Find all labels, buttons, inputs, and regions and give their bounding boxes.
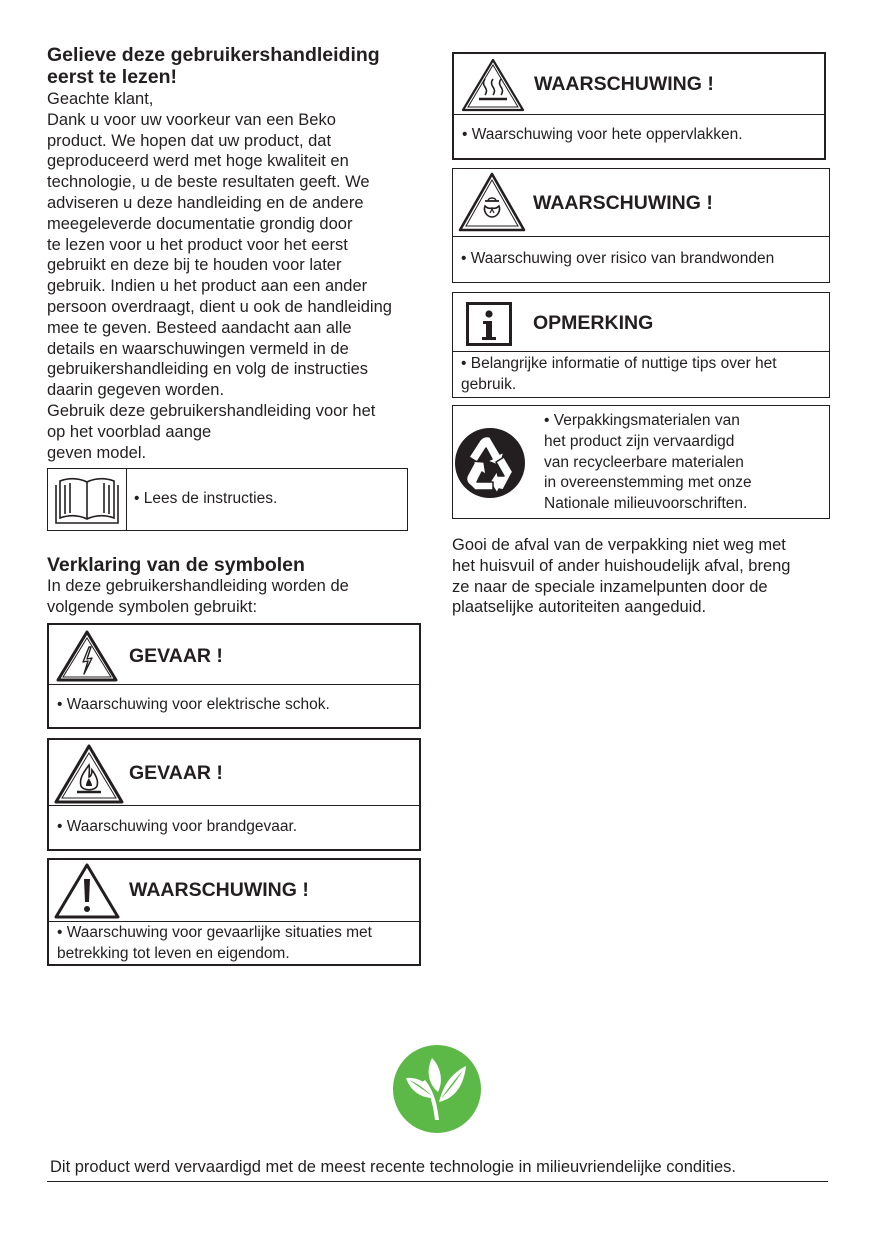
intro-title: Gelieve deze gebruikershandleiding eerst te lezen! xyxy=(47,44,380,88)
burn-risk-icon xyxy=(457,171,527,233)
symbols-title: Verklaring van de symbolen xyxy=(47,554,305,576)
warning-hot-surface-text: • Waarschuwing voor hete oppervlakken. xyxy=(454,115,824,146)
warning-burn-title: WAARSCHUWING ! xyxy=(533,192,713,214)
book-icon-cell xyxy=(48,469,127,530)
exclamation-warning-icon xyxy=(53,862,121,920)
recycle-box xyxy=(452,405,830,519)
book-icon xyxy=(48,469,126,530)
recycle-icon xyxy=(453,426,527,500)
fire-icon xyxy=(53,743,125,805)
recycle-text: • Verpakkingsmaterialen van het product zijn vervaardigd van recycleerbare materialen in overeenstemming met onze Nationale milieuvoorschriften. xyxy=(544,411,752,515)
info-icon xyxy=(465,301,513,347)
warning-hot-surface-box xyxy=(452,52,826,160)
hot-surface-icon xyxy=(460,57,526,113)
danger-fire-box xyxy=(47,738,421,851)
note-title: OPMERKING xyxy=(533,312,654,334)
intro-text: Geachte klant, Dank u voor uw voorkeur van een Beko product. We hopen dat uw product, dat geproduceerd werd met hoge kwaliteit en technologie, u de beste resultaten geeft. We adviseren u deze handleiding en de andere meegeleverde documentatie grondig door te lezen voor u het product voor het eerst gebruikt en deze bij te houden voor later gebruik. Indien u het product aan een ander persoon overdraagt, dient u ook de handleiding mee te geven. Besteed aandacht aan alle details en waarschuwingen vermeld in de gebruikershandleiding en volg de instructies daarin gegeven worden. Gebruik deze gebruikershandleiding voor het op het voorblad aange geven model. xyxy=(47,90,392,462)
warning-general-box xyxy=(47,858,421,966)
symbols-intro: In deze gebruikershandleiding worden de volgende symbolen gebruikt: xyxy=(47,577,349,616)
warning-general-text: • Waarschuwing voor gevaarlijke situaties met betrekking tot leven en eigendom. xyxy=(49,922,419,964)
eco-footer-text: Dit product werd vervaardigd met de meest recente technologie in milieuvriendelijke condities. xyxy=(50,1158,737,1176)
note-text: • Belangrijke informatie of nuttige tips over het gebruik. xyxy=(453,352,829,395)
danger-fire-title: GEVAAR ! xyxy=(129,762,223,784)
danger-electric-box xyxy=(47,623,421,729)
warning-hot-surface-title: WAARSCHUWING ! xyxy=(534,73,714,95)
danger-electric-text: • Waarschuwing voor elektrische schok. xyxy=(49,685,419,716)
danger-fire-text: • Waarschuwing voor brandgevaar. xyxy=(49,806,419,838)
warning-burn-text: • Waarschuwing over risico van brandwonden xyxy=(453,237,829,270)
warning-burn-box xyxy=(452,168,830,283)
read-instructions-text: • Lees de instructies. xyxy=(134,490,277,508)
read-instructions-box xyxy=(47,468,408,531)
electric-shock-icon xyxy=(55,629,119,683)
danger-electric-title: GEVAAR ! xyxy=(129,645,223,667)
leaf-icon xyxy=(392,1044,482,1134)
symbols-section xyxy=(47,554,427,618)
note-box xyxy=(452,292,830,398)
footer-divider xyxy=(47,1181,828,1182)
warning-general-title: WAARSCHUWING ! xyxy=(129,879,309,901)
intro-section xyxy=(47,44,427,463)
disposal-text: Gooi de afval van de verpakking niet weg met het huisvuil of ander huishoudelijk afval, breng ze naar de speciale inzamelpunten door de plaatselijke autoriteiten aangeduid. xyxy=(452,536,791,617)
